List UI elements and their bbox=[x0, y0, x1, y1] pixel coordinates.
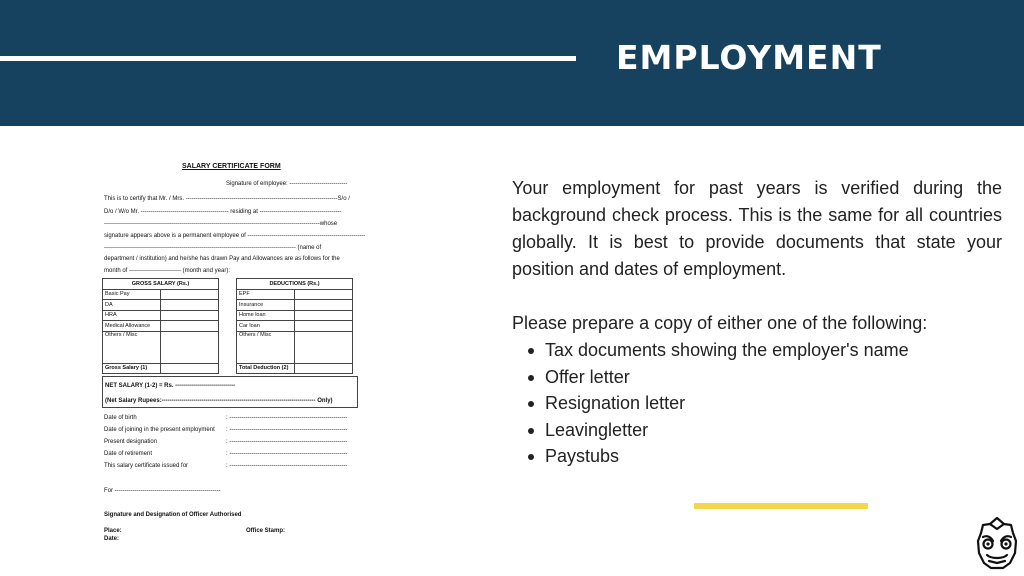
form-field-label: This salary certificate issued for bbox=[104, 463, 189, 469]
list-item bbox=[528, 337, 909, 364]
form-line: month of -------------------------- (month and year): bbox=[104, 268, 230, 274]
form-signature-label: Signature and Designation of Officer Authorised bbox=[104, 512, 242, 518]
page-title: EMPLOYMENT bbox=[616, 38, 882, 77]
form-place-label: Place: bbox=[104, 528, 122, 534]
table-cell: HRA bbox=[103, 310, 161, 321]
form-line: D/o / W/o Mr. -------------------------------------------- residing at ----------------------------------------- bbox=[104, 209, 342, 215]
bullet-icon bbox=[528, 401, 534, 407]
bullet-icon bbox=[528, 454, 534, 460]
table-cell: Others / Misc bbox=[103, 331, 161, 363]
header-divider bbox=[0, 56, 576, 61]
list-item bbox=[528, 417, 909, 444]
list-item-label: Tax documents showing the employer's name bbox=[545, 340, 909, 360]
form-date-label: Date: bbox=[104, 536, 120, 542]
form-line: signature appears above is a permanent employee of ----------------------------------------------------------- bbox=[104, 233, 366, 239]
form-field-label: Date of retirement bbox=[104, 451, 153, 457]
table-cell: Insurance bbox=[237, 300, 295, 311]
form-field-fill: : ----------------------------------------------------------- bbox=[226, 427, 348, 433]
list-item-label: Resignation letter bbox=[545, 393, 686, 413]
form-field-fill: : ----------------------------------------------------------- bbox=[226, 439, 348, 445]
gross-salary-header: GROSS SALARY (Rs.) bbox=[103, 279, 219, 290]
list-item bbox=[528, 443, 909, 470]
bullet-icon bbox=[528, 428, 534, 434]
header-banner bbox=[0, 0, 1024, 126]
employment-paragraph: Your employment for past years is verified during the background check process. This is the same for all countries globally. It is best to provide documents that state your position and dates of employment. bbox=[512, 178, 1002, 279]
form-field-label: Present designation bbox=[104, 439, 158, 445]
form-field-fill: : ----------------------------------------------------------- bbox=[226, 415, 348, 421]
form-signature-line: Signature of employee: ----------------------------- bbox=[226, 181, 348, 187]
list-item-label: Paystubs bbox=[545, 446, 620, 466]
table-cell: DA bbox=[103, 300, 161, 311]
documents-intro: Please prepare a copy of either one of the following: bbox=[512, 313, 928, 333]
list-item-label: Leavingletter bbox=[545, 419, 649, 440]
deductions-header: DEDUCTIONS (Rs.) bbox=[237, 279, 353, 290]
form-title: SALARY CERTIFICATE FORM bbox=[182, 163, 281, 170]
list-item bbox=[528, 390, 909, 417]
salary-certificate-image bbox=[96, 156, 368, 546]
net-salary-words: (Net Salary Rupees:----------------------------------------------------------------------------- Only) bbox=[105, 398, 333, 404]
deductions-table bbox=[236, 278, 353, 374]
table-cell: Medical Allowance bbox=[103, 321, 161, 332]
net-salary-line: NET SALARY (1-2) = Rs. ------------------------------ bbox=[105, 383, 236, 389]
table-cell: EPF bbox=[237, 289, 295, 300]
table-cell: Car loan bbox=[237, 321, 295, 332]
list-item-label: Offer letter bbox=[545, 366, 630, 387]
table-cell: Others / Misc bbox=[237, 331, 295, 363]
form-line: ------------------------------------------------------------------------------------------------------------whose bbox=[104, 221, 338, 227]
form-field-fill: : ----------------------------------------------------------- bbox=[226, 451, 348, 457]
form-field-label: Date of birth bbox=[104, 415, 137, 421]
form-field-fill: : ----------------------------------------------------------- bbox=[226, 463, 348, 469]
form-for-line: For ----------------------------------------------------- bbox=[104, 488, 221, 494]
form-field-label: Date of joining in the present employment bbox=[104, 427, 215, 433]
chameleon-logo-icon bbox=[975, 515, 1019, 571]
form-line: This is to certify that Mr. / Mrs. ----------------------------------------------------------------------------S/o / bbox=[104, 196, 350, 202]
form-office-stamp-label: Office Stamp: bbox=[246, 528, 286, 534]
table-cell: Basic Pay bbox=[103, 289, 161, 300]
accent-bar bbox=[694, 503, 868, 509]
bullet-icon bbox=[528, 348, 534, 354]
bullet-icon bbox=[528, 375, 534, 381]
deduction-total-label: Total Deduction (2) bbox=[237, 363, 295, 374]
list-item bbox=[528, 364, 909, 391]
documents-list bbox=[528, 337, 909, 470]
gross-salary-table bbox=[102, 278, 219, 374]
form-line: ------------------------------------------------------------------------------------------------ (name of bbox=[104, 245, 322, 251]
form-line: department / institution) and he/she has drawn Pay and Allowances are as follows for the bbox=[104, 256, 340, 262]
gross-total-label: Gross Salary (1) bbox=[103, 363, 161, 374]
table-cell: Home loan bbox=[237, 310, 295, 321]
